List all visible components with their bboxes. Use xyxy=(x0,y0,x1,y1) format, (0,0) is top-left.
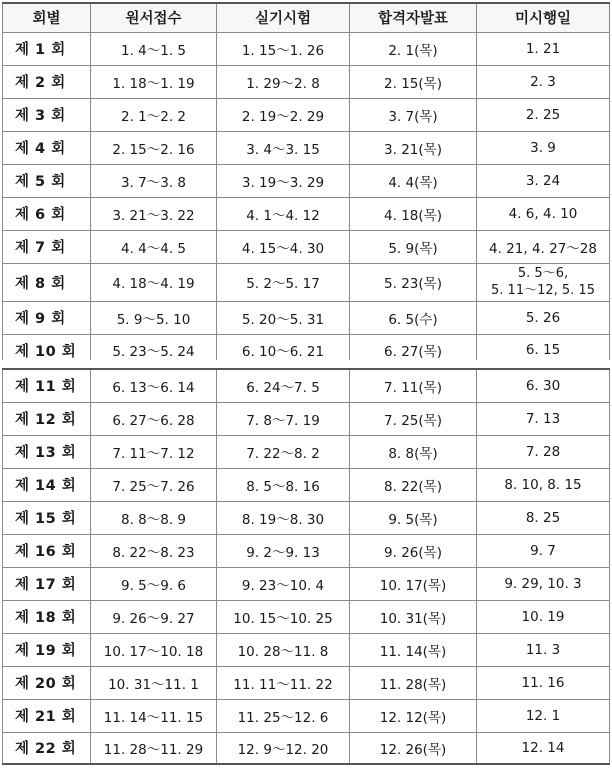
no-exam-date-cell: 11. 16 xyxy=(477,666,610,699)
round-cell: 제 12 회 xyxy=(3,402,91,435)
table-row xyxy=(3,164,610,197)
no-exam-date-cell: 10. 19 xyxy=(477,600,610,633)
table-row xyxy=(3,131,610,164)
no-exam-date-cell: 5. 26 xyxy=(477,301,610,334)
result-date-cell: 5. 9(목) xyxy=(350,230,477,263)
table-row xyxy=(3,600,610,633)
table-row xyxy=(3,435,610,468)
no-exam-date-cell: 2. 3 xyxy=(477,65,610,98)
practical-exam-period-cell: 3. 4～3. 15 xyxy=(217,131,350,164)
table-row xyxy=(3,32,610,65)
no-exam-date-line: 5. 5～6, xyxy=(517,266,569,281)
result-date-cell: 8. 22(목) xyxy=(350,468,477,501)
practical-exam-period-cell: 1. 29～2. 8 xyxy=(217,65,350,98)
practical-exam-period-cell: 7. 8～7. 19 xyxy=(217,402,350,435)
application-period-cell: 2. 15～2. 16 xyxy=(91,131,217,164)
practical-exam-period-cell: 4. 1～4. 12 xyxy=(217,197,350,230)
round-cell: 제 14 회 xyxy=(3,468,91,501)
application-period-cell: 9. 26～9. 27 xyxy=(91,600,217,633)
no-exam-date-cell: 8. 10, 8. 15 xyxy=(477,468,610,501)
result-date-cell: 3. 21(목) xyxy=(350,131,477,164)
practical-exam-period-cell: 11. 25～12. 6 xyxy=(217,699,350,732)
round-cell: 제 5 회 xyxy=(3,164,91,197)
table-row xyxy=(3,301,610,334)
no-exam-date-cell: 12. 1 xyxy=(477,699,610,732)
table-row xyxy=(3,402,610,435)
practical-exam-period-cell: 9. 23～10. 4 xyxy=(217,567,350,600)
round-cell: 제 16 회 xyxy=(3,534,91,567)
round-cell: 제 7 회 xyxy=(3,230,91,263)
application-period-cell: 10. 17～10. 18 xyxy=(91,633,217,666)
no-exam-date-cell: 2. 25 xyxy=(477,98,610,131)
application-period-cell: 5. 23～5. 24 xyxy=(91,334,217,367)
practical-exam-period-cell: 10. 15～10. 25 xyxy=(217,600,350,633)
result-date-cell: 3. 7(목) xyxy=(350,98,477,131)
table-row xyxy=(3,699,610,732)
no-exam-date-cell xyxy=(477,263,610,301)
application-period-cell: 7. 25～7. 26 xyxy=(91,468,217,501)
practical-exam-period-cell: 7. 22～8. 2 xyxy=(217,435,350,468)
table-row xyxy=(3,501,610,534)
round-cell: 제 3 회 xyxy=(3,98,91,131)
application-period-cell: 10. 31～11. 1 xyxy=(91,666,217,699)
application-period-cell: 4. 4～4. 5 xyxy=(91,230,217,263)
no-exam-date-cell: 9. 29, 10. 3 xyxy=(477,567,610,600)
application-period-cell: 6. 13～6. 14 xyxy=(91,369,217,402)
practical-exam-period-cell: 3. 19～3. 29 xyxy=(217,164,350,197)
result-date-cell: 9. 5(목) xyxy=(350,501,477,534)
no-exam-date-cell: 6. 15 xyxy=(477,334,610,367)
round-cell: 제 6 회 xyxy=(3,197,91,230)
application-period-cell: 4. 18～4. 19 xyxy=(91,263,217,301)
table-row xyxy=(3,230,610,263)
table-row xyxy=(3,633,610,666)
table-row xyxy=(3,197,610,230)
result-date-cell: 2. 15(목) xyxy=(350,65,477,98)
result-date-cell: 9. 26(목) xyxy=(350,534,477,567)
practical-exam-period-cell: 2. 19～2. 29 xyxy=(217,98,350,131)
practical-exam-period-cell: 10. 28～11. 8 xyxy=(217,633,350,666)
round-cell: 제 10 회 xyxy=(3,334,91,367)
table-row xyxy=(3,263,610,301)
result-date-cell: 4. 18(목) xyxy=(350,197,477,230)
practical-exam-period-cell: 1. 15～1. 26 xyxy=(217,32,350,65)
application-period-cell: 7. 11～7. 12 xyxy=(91,435,217,468)
result-date-cell: 8. 8(목) xyxy=(350,435,477,468)
round-cell: 제 19 회 xyxy=(3,633,91,666)
application-period-cell: 6. 27～6. 28 xyxy=(91,402,217,435)
round-cell: 제 13 회 xyxy=(3,435,91,468)
table-row xyxy=(3,369,610,402)
no-exam-date-cell: 12. 14 xyxy=(477,732,610,764)
table-gap xyxy=(0,360,612,368)
result-date-cell: 6. 5(수) xyxy=(350,301,477,334)
table-row xyxy=(3,666,610,699)
table-row xyxy=(3,98,610,131)
practical-exam-period-cell: 8. 5～8. 16 xyxy=(217,468,350,501)
header-practical-exam: 실기시험 xyxy=(217,3,350,32)
practical-exam-period-cell: 5. 20～5. 31 xyxy=(217,301,350,334)
result-date-cell: 12. 26(목) xyxy=(350,732,477,764)
table-row xyxy=(3,732,610,764)
application-period-cell: 1. 4～1. 5 xyxy=(91,32,217,65)
application-period-cell: 11. 28～11. 29 xyxy=(91,732,217,764)
practical-exam-period-cell: 11. 11～11. 22 xyxy=(217,666,350,699)
application-period-cell: 11. 14～11. 15 xyxy=(91,699,217,732)
no-exam-date-cell: 3. 24 xyxy=(477,164,610,197)
no-exam-date-cell: 6. 30 xyxy=(477,369,610,402)
table-row xyxy=(3,534,610,567)
round-cell: 제 4 회 xyxy=(3,131,91,164)
result-date-cell: 7. 11(목) xyxy=(350,369,477,402)
no-exam-date-cell: 7. 28 xyxy=(477,435,610,468)
practical-exam-period-cell: 8. 19～8. 30 xyxy=(217,501,350,534)
application-period-cell: 1. 18～1. 19 xyxy=(91,65,217,98)
table-row xyxy=(3,468,610,501)
round-cell: 제 18 회 xyxy=(3,600,91,633)
no-exam-date-cell: 9. 7 xyxy=(477,534,610,567)
application-period-cell: 9. 5～9. 6 xyxy=(91,567,217,600)
round-cell: 제 22 회 xyxy=(3,732,91,764)
result-date-cell: 11. 14(목) xyxy=(350,633,477,666)
header-application: 원서접수 xyxy=(91,3,217,32)
table-row xyxy=(3,65,610,98)
practical-exam-period-cell: 6. 24～7. 5 xyxy=(217,369,350,402)
result-date-cell: 4. 4(목) xyxy=(350,164,477,197)
no-exam-date-cell: 11. 3 xyxy=(477,633,610,666)
practical-exam-period-cell: 9. 2～9. 13 xyxy=(217,534,350,567)
application-period-cell: 8. 22～8. 23 xyxy=(91,534,217,567)
application-period-cell: 3. 21～3. 22 xyxy=(91,197,217,230)
header-result-announcement: 합격자발표 xyxy=(350,3,477,32)
round-cell: 제 17 회 xyxy=(3,567,91,600)
round-cell: 제 1 회 xyxy=(3,32,91,65)
table-row xyxy=(3,567,610,600)
no-exam-date-line: 5. 11～12, 5. 15 xyxy=(491,283,595,298)
result-date-cell: 5. 23(목) xyxy=(350,263,477,301)
schedule-table-second-half xyxy=(2,368,610,765)
round-cell: 제 20 회 xyxy=(3,666,91,699)
no-exam-date-cell: 3. 9 xyxy=(477,131,610,164)
schedule-table-first-half xyxy=(2,2,610,368)
application-period-cell: 3. 7～3. 8 xyxy=(91,164,217,197)
header-row xyxy=(3,3,610,32)
application-period-cell: 5. 9～5. 10 xyxy=(91,301,217,334)
no-exam-date-cell: 1. 21 xyxy=(477,32,610,65)
round-cell: 제 21 회 xyxy=(3,699,91,732)
result-date-cell: 7. 25(목) xyxy=(350,402,477,435)
no-exam-date-cell: 7. 13 xyxy=(477,402,610,435)
no-exam-date-cell: 4. 6, 4. 10 xyxy=(477,197,610,230)
practical-exam-period-cell: 6. 10～6. 21 xyxy=(217,334,350,367)
result-date-cell: 12. 12(목) xyxy=(350,699,477,732)
round-cell: 제 11 회 xyxy=(3,369,91,402)
round-cell: 제 15 회 xyxy=(3,501,91,534)
header-round: 회별 xyxy=(3,3,91,32)
practical-exam-period-cell: 5. 2～5. 17 xyxy=(217,263,350,301)
header-no-exam-date: 미시행일 xyxy=(477,3,610,32)
round-cell: 제 8 회 xyxy=(3,263,91,301)
result-date-cell: 11. 28(목) xyxy=(350,666,477,699)
round-cell: 제 9 회 xyxy=(3,301,91,334)
result-date-cell: 6. 27(목) xyxy=(350,334,477,367)
practical-exam-period-cell: 12. 9～12. 20 xyxy=(217,732,350,764)
round-cell: 제 2 회 xyxy=(3,65,91,98)
no-exam-date-cell: 4. 21, 4. 27～28 xyxy=(477,230,610,263)
result-date-cell: 10. 31(목) xyxy=(350,600,477,633)
application-period-cell: 2. 1～2. 2 xyxy=(91,98,217,131)
result-date-cell: 10. 17(목) xyxy=(350,567,477,600)
no-exam-date-cell: 8. 25 xyxy=(477,501,610,534)
practical-exam-period-cell: 4. 15～4. 30 xyxy=(217,230,350,263)
application-period-cell: 8. 8～8. 9 xyxy=(91,501,217,534)
result-date-cell: 2. 1(목) xyxy=(350,32,477,65)
